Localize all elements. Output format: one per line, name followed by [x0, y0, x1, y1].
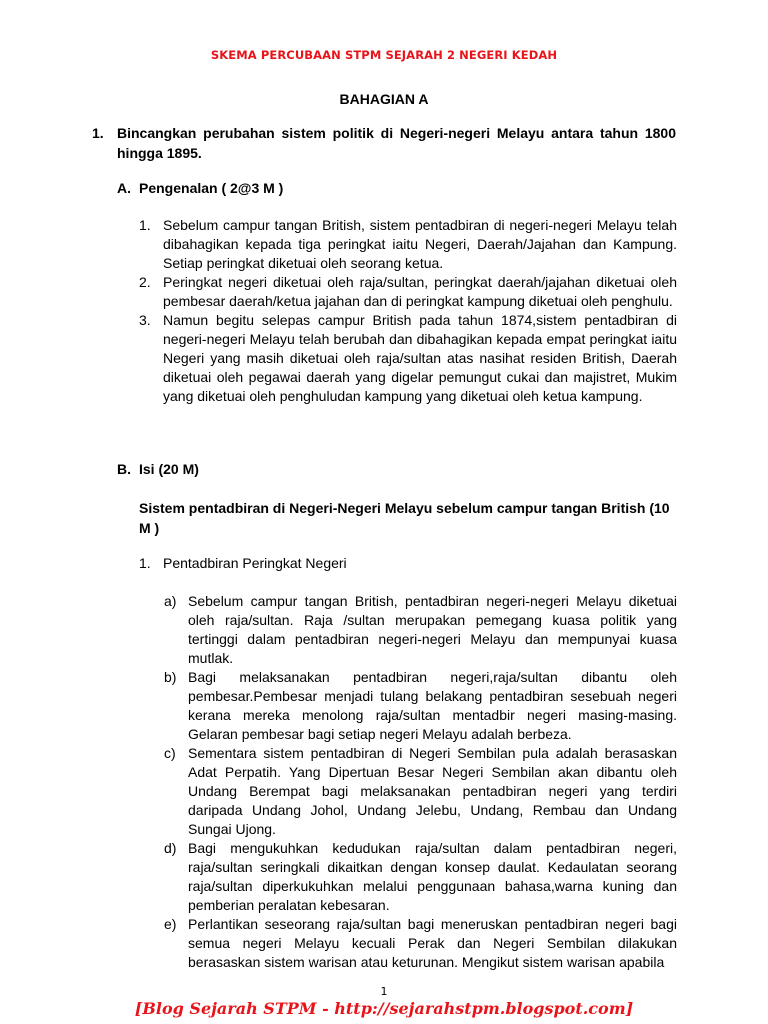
- list-item-text: Bagi mengukuhkan kedudukan raja/sultan dalam pentadbiran negeri, raja/sultan seringkali dikaitkan dengan konsep daulat. Kedaulatan seorang raja/sultan diperkukuhkan melalui penggunaan bahasa,warna kuning dan pemberian peralatan kebesaran.: [188, 840, 677, 913]
- list-item: [139, 311, 677, 406]
- list-item-text: Peringkat negeri diketuai oleh raja/sultan, peringkat daerah/jajahan diketuai oleh pembesar daerah/ketua jajahan dan di peringkat kampung diketuai oleh penghulu.: [163, 274, 677, 309]
- question-text: Bincangkan perubahan sistem politik di Negeri-negeri Melayu antara tahun 1800 hingga 1895.: [117, 125, 676, 161]
- question-number: 1.: [92, 125, 104, 141]
- list-item-text: Perlantikan seseorang raja/sultan bagi meneruskan pentadbiran negeri bagi semua negeri Melayu kecuali Perak dan Negeri Sembilan dilakukan berasaskan sistem warisan atau keturunan. Mengikut sistem warisan apabila: [188, 916, 677, 970]
- document-header-title: SKEMA PERCUBAAN STPM SEJARAH 2 NEGERI KEDAH: [210, 48, 558, 62]
- question: [92, 123, 676, 163]
- list-item-marker: e): [164, 916, 177, 932]
- list-item-marker: b): [164, 669, 177, 685]
- pengenalan-list: [139, 216, 677, 406]
- list-item-text: Sebelum campur tangan British, sistem pentadbiran di negeri-negeri Melayu telah dibahagikan kepada tiga peringkat iaitu Negeri, Daerah/Jajahan dan Kampung. Setiap peringkat diketuai oleh seorang ketua.: [163, 217, 677, 271]
- isi-letter: B.: [117, 461, 131, 477]
- isi-subheading: Sistem pentadbiran di Negeri-Negeri Melayu sebelum campur tangan British (10 M ): [139, 500, 670, 536]
- list-item-marker: 2.: [139, 274, 151, 290]
- list-item-marker: 3.: [139, 312, 151, 328]
- pengenalan-letter: A.: [117, 180, 131, 196]
- list-item-marker: 1.: [139, 555, 151, 571]
- list-item: [164, 592, 677, 668]
- list-item-text: Namun begitu selepas campur British pada tahun 1874,sistem pentadbiran di negeri-negeri Melayu telah berubah dan dibahagikan kepada empat peringkat iaitu Negeri yang masih diketuai oleh raja/sultan atas nasihat residen British, Daerah diketuai oleh pegawai daerah yang digelar pemungut cukai dan majistret, Mukim yang diketuai oleh penghuludan kampung yang diketuai oleh ketua kampung.: [163, 312, 677, 404]
- list-item-text: Pentadbiran Peringkat Negeri: [163, 555, 347, 571]
- isi-heading-text: Isi (20 M): [139, 461, 199, 477]
- section-title: BAHAGIAN A: [339, 91, 429, 107]
- list-item: [139, 554, 677, 573]
- page-number: 1: [380, 985, 388, 998]
- isi-point-list: [139, 554, 677, 573]
- list-item-marker: c): [164, 745, 176, 761]
- list-item-marker: a): [164, 593, 177, 609]
- list-item: [164, 668, 677, 744]
- list-item: [139, 216, 677, 273]
- list-item-marker: 1.: [139, 217, 151, 233]
- footer-blog-link[interactable]: [Blog Sejarah STPM - http://sejarahstpm.blogspot.com]: [134, 999, 634, 1018]
- list-item: [164, 744, 677, 839]
- list-item: [164, 839, 677, 915]
- list-item-marker: d): [164, 840, 177, 856]
- pengenalan-heading: [117, 180, 283, 196]
- isi-sub-list: [164, 592, 677, 972]
- list-item: [139, 273, 677, 311]
- list-item-text: Bagi melaksanakan pentadbiran negeri,raja/sultan dibantu oleh pembesar.Pembesar menjadi tulang belakang pentadbiran sesebuah negeri kerana mereka menolong raja/sultan mentadbir negeri masing-masing. Gelaran pembesar bagi setiap negeri Melayu adalah berbeza.: [188, 669, 677, 742]
- list-item: [164, 915, 677, 972]
- pengenalan-heading-text: Pengenalan ( 2@3 M ): [139, 180, 284, 196]
- list-item-text: Sementara sistem pentadbiran di Negeri Sembilan pula adalah berasaskan Adat Perpatih. Yang Dipertuan Besar Negeri Sembilan akan dibantu oleh Undang Berempat bagi melaksanakan pentadbiran negeri yang terdiri daripada Undang Johol, Undang Jelebu, Undang, Rembau dan Undang Sungai Ujong.: [188, 745, 677, 837]
- isi-heading: [117, 461, 199, 477]
- list-item-text: Sebelum campur tangan British, pentadbiran negeri-negeri Melayu diketuai oleh raja/sultan. Raja /sultan merupakan pemegang kuasa politik yang tertinggi dalam pentadbiran negeri-negeri Melayu dan mempunyai kuasa mutlak.: [188, 593, 677, 666]
